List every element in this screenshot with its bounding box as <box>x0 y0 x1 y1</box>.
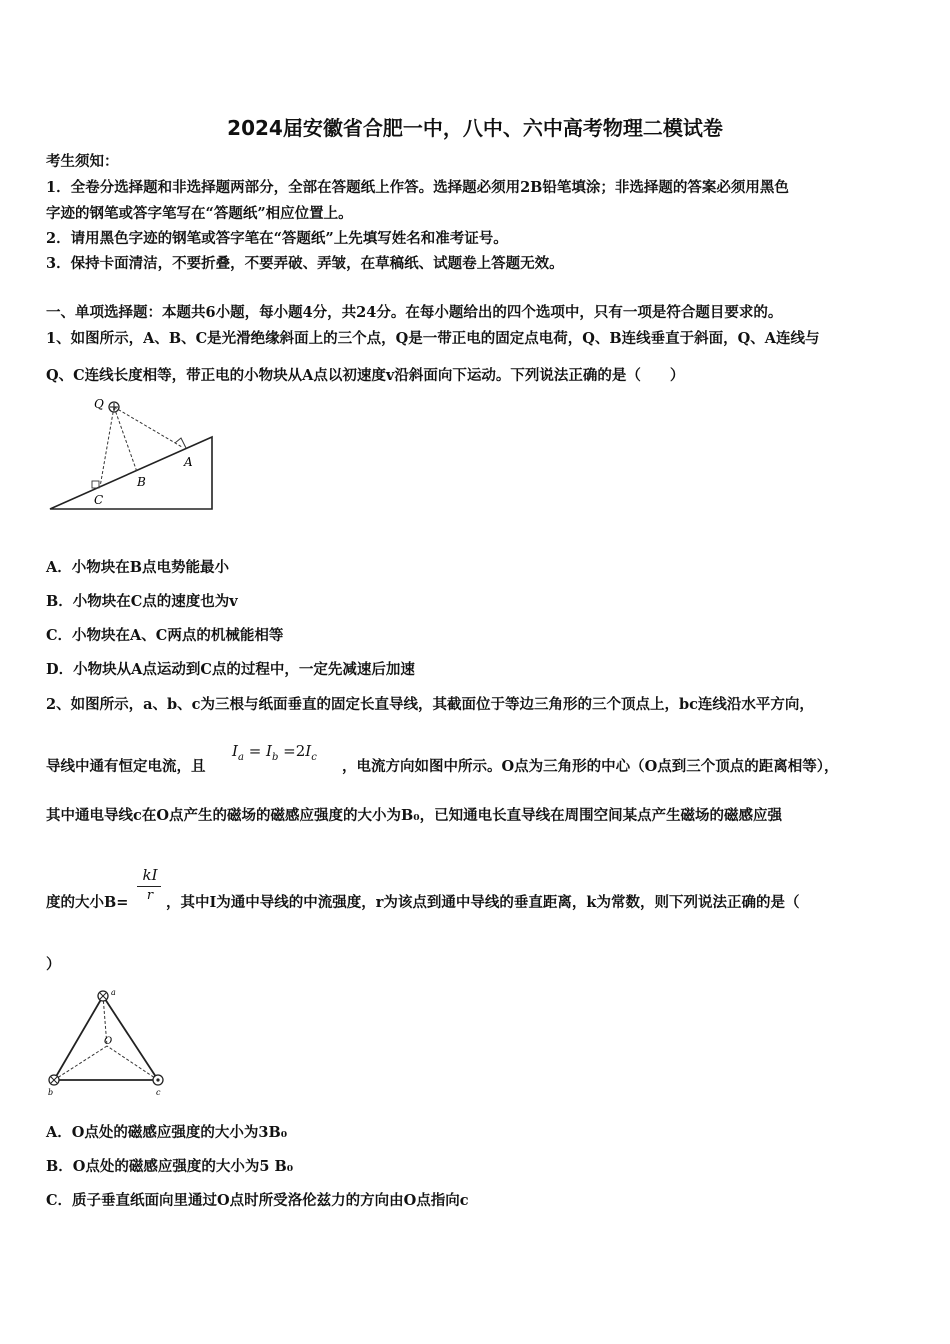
q2-stem-line: 2、如图所示，a、b、c为三根与纸面垂直的固定长直导线，其截面位于等边三角形的三个顶点上，bc连线沿水平方向， <box>46 696 814 713</box>
q1-incline-figure <box>44 392 219 517</box>
q1-option-c: C．小物块在A、C两点的机械能相等 <box>46 627 284 644</box>
formula-eq: = <box>283 742 296 760</box>
label-q: Q <box>94 397 104 411</box>
fraction-bar <box>137 886 161 887</box>
q1-option-b: B．小物块在C点的速度也为v <box>46 593 238 610</box>
section-heading: 一、单项选择题：本题共6小题，每小题4分，共24分。在每小题给出的四个选项中，只有一项是符合题目要求的。 <box>46 304 783 321</box>
formula-i: I <box>305 742 312 760</box>
q1-option-a: A．小物块在B点电势能最小 <box>46 559 230 576</box>
label-c: c <box>156 1088 161 1097</box>
fraction-numerator: kI <box>142 866 158 884</box>
q2-stem-line: 其中通电导线c在O点产生的磁场的磁感应强度的大小为B₀，已知通电长直导线在周围空间某点产生磁场的磁感应强 <box>46 807 783 824</box>
q2-stem-line-post: ，电流方向如图中所示。O点为三角形的中心（O点到三个顶点的距离相等）， <box>342 758 839 775</box>
current-relation-formula <box>232 742 317 763</box>
q1-stem-line: Q、C连线长度相等，带正电的小物块从A点以初速度v沿斜面向下运动。下列说法正确的是（ ） <box>46 367 685 384</box>
notice-item: 字迹的钢笔或答字笔写在“答题纸”相应位置上。 <box>46 205 353 222</box>
q1-option-d: D．小物块从A点运动到C点的过程中，一定先减速后加速 <box>46 661 415 678</box>
formula-i: I <box>232 742 238 760</box>
label-c: C <box>94 493 104 507</box>
formula-sub-c: c <box>311 752 317 763</box>
q2-option-a: A．O点处的磁感应强度的大小为3B₀ <box>46 1124 288 1141</box>
formula-sub-b: b <box>271 752 279 763</box>
label-b: b <box>48 1088 54 1097</box>
page-title: 2024届安徽省合肥一中，八中、六中高考物理二模试卷 <box>227 116 723 140</box>
q1-stem-line: 1、如图所示，A、B、C是光滑绝缘斜面上的三个点，Q是一带正电的固定点电荷，Q、B连线垂直于斜面，Q、A连线与 <box>46 330 820 347</box>
label-o: O <box>104 1036 113 1047</box>
label-a: A <box>184 455 193 469</box>
q2-stem-line-pre: 度的大小B= <box>46 894 129 911</box>
formula-i: I <box>266 742 272 760</box>
q2-option-b: B．O点处的磁感应强度的大小为5 B₀ <box>46 1158 294 1175</box>
label-b: B <box>137 475 146 489</box>
q2-stem-close: ） <box>46 956 61 973</box>
formula-sub-a: a <box>237 752 244 763</box>
q2-stem-line-post: ，其中I为通中导线的中流强度，r为该点到通中导线的垂直距离，k为常数，则下列说法正确的是（ <box>166 894 800 911</box>
q2-option-c: C．质子垂直纸面向里通过O点时所受洛伦兹力的方向由O点指向c <box>46 1192 469 1209</box>
q2-triangle-figure <box>42 984 172 1098</box>
notice-item: 2．请用黑色字迹的钢笔或答字笔在“答题纸”上先填写姓名和准考证号。 <box>46 230 508 247</box>
formula-two: 2 <box>295 742 306 760</box>
formula-eq: = <box>248 742 262 760</box>
label-a: a <box>111 988 116 997</box>
q2-stem-line-pre: 导线中通有恒定电流，且 <box>46 758 206 775</box>
fraction-denominator: r <box>146 888 154 903</box>
notice-heading: 考生须知： <box>46 153 119 170</box>
notice-item: 1．全卷分选择题和非选择题两部分，全部在答题纸上作答。选择题必须用2B铅笔填涂；非选择题的答案必须用黑色 <box>46 179 789 196</box>
notice-item: 3．保持卡面清洁，不要折叠，不要弄破、弄皱，在草稿纸、试题卷上答题无效。 <box>46 255 564 272</box>
